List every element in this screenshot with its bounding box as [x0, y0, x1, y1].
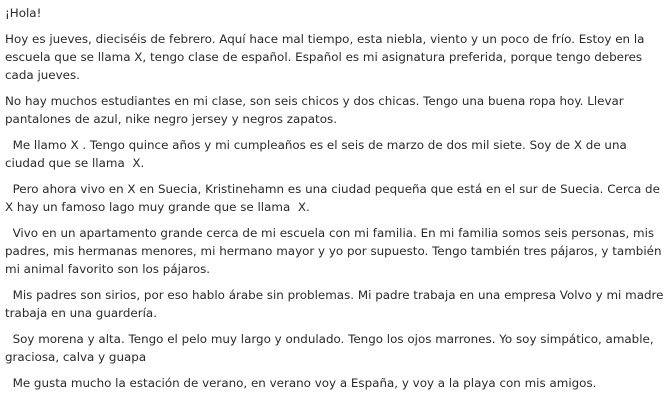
paragraph-class-clothes: No hay muchos estudiantes en mi clase, son seis chicos y dos chicas. Tengo una buena ropa hoy. Llevar pantalones de azul, nike negro jersey y negros zapatos. [5, 94, 628, 126]
paragraph-name-age: Me llamo X . Tengo quince años y mi cumpleaños es el seis de marzo de dos mil siete. Soy de X de una ciudad que se llama X. [5, 138, 631, 170]
paragraph-city: Pero ahora vivo en X en Suecia, Kristinehamn es una ciudad pequeña que está en el sur de Suecia. Cerca de X hay un famoso lago muy grande que se llama X. [5, 182, 664, 214]
paragraph-parents: Mis padres son sirios, por eso hablo árabe sin problemas. Mi padre trabaja en una empresa Volvo y mi madre trabaja en una guardería. [5, 288, 668, 320]
paragraph-summer: Me gusta mucho la estación de verano, en verano voy a España, y voy a la playa con mis amigos. [5, 376, 597, 390]
paragraph-family: Vivo en un apartamento grande cerca de mi escuela con mi familia. En mi familia somos seis personas, mis padres, mis hermanas menores, mi hermano mayor y yo por supuesto. Tengo también tres pájaros, y también mi animal favorito son los pájaros. [5, 226, 666, 276]
paragraph-weather-school: Hoy es jueves, dieciséis de febrero. Aquí hace mal tiempo, esta niebla, viento y un poco de frío. Estoy en la escuela que se llama X, tengo clase de español. Español es mi asignatura preferida, porque tengo deberes cada jueves. [5, 32, 649, 82]
paragraph-appearance: Soy morena y alta. Tengo el pelo muy largo y ondulado. Tengo los ojos marrones. Yo soy simpático, amable, graciosa, calva y guapa [5, 332, 658, 364]
greeting-paragraph: ¡Hola! [5, 6, 42, 20]
